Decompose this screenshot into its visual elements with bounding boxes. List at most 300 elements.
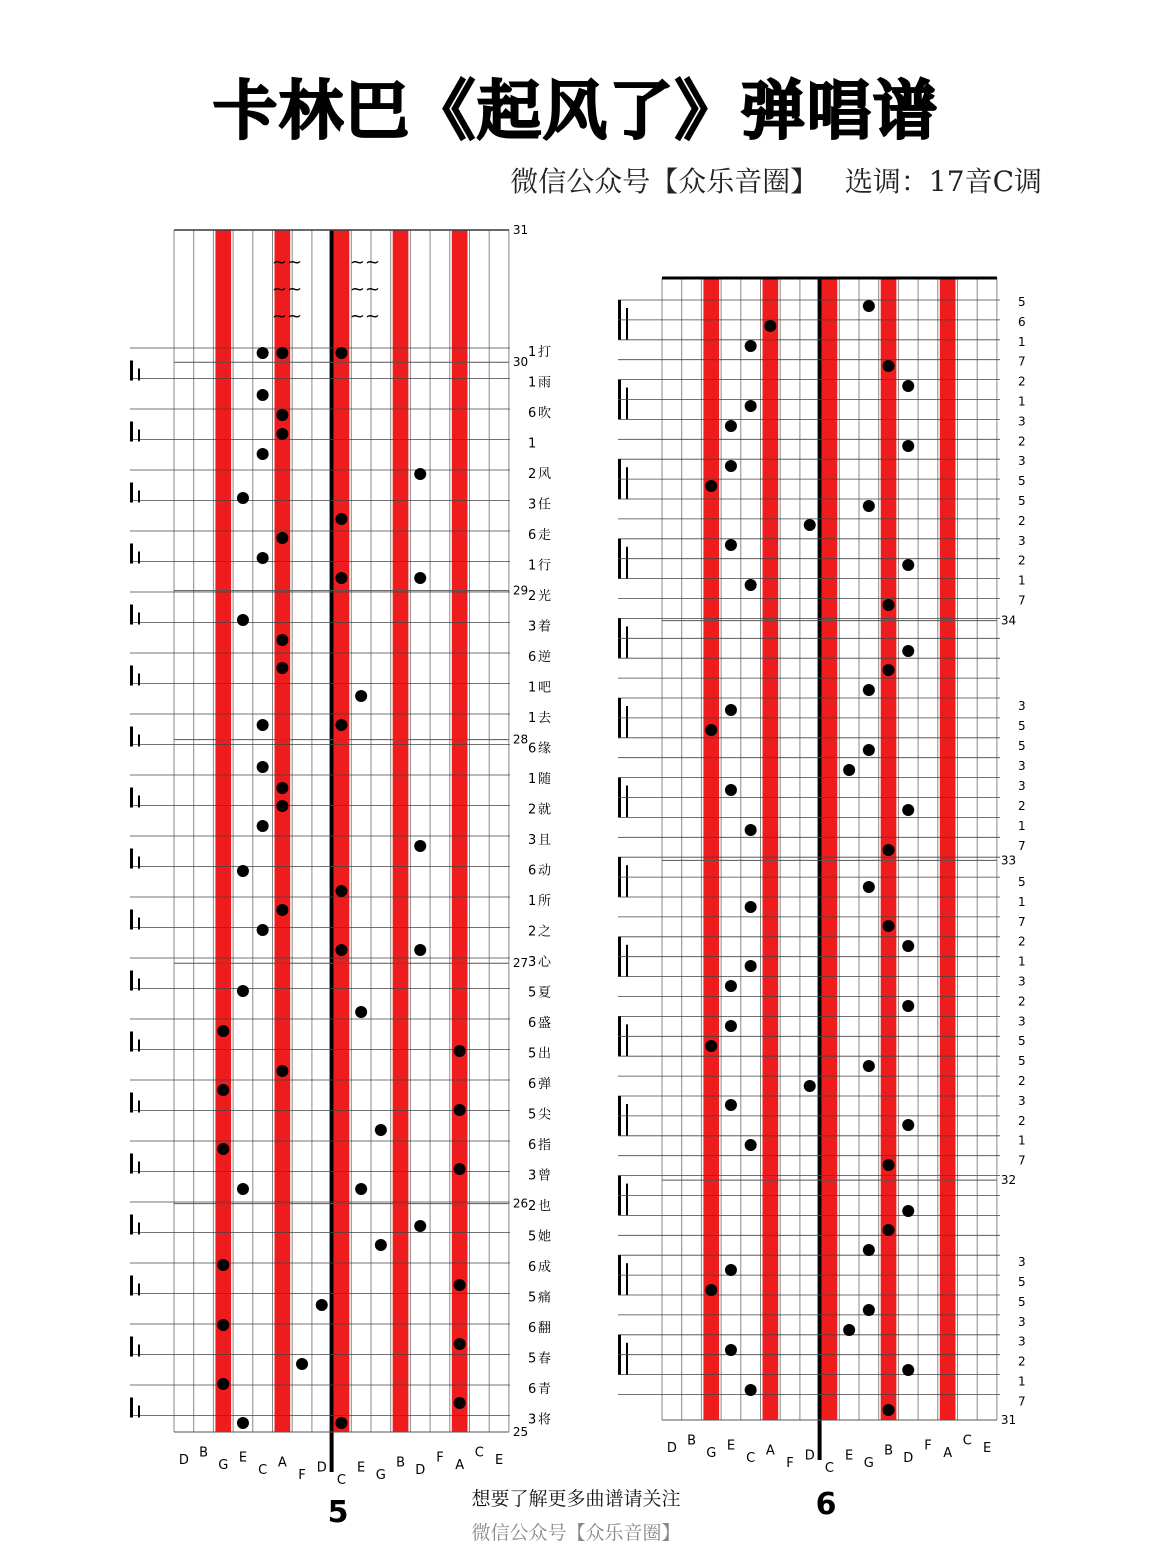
left-rhythm-stem (138, 369, 140, 381)
right-number: 7 (1018, 593, 1026, 608)
left-tremolo-mark: ~~ (349, 252, 381, 273)
right-red-tine (940, 278, 956, 1420)
right-note-dot (902, 440, 914, 452)
right-note-dot (725, 539, 737, 551)
right-number: 5 (1018, 494, 1026, 508)
left-lyric-char: 她 (538, 1229, 552, 1245)
left-lyric-char: 行 (538, 558, 552, 574)
right-note-dot (863, 1244, 875, 1256)
left-lyric-char: 也 (538, 1199, 552, 1214)
left-note-dot (276, 347, 288, 359)
left-note-dot (414, 944, 426, 956)
right-number: 1 (1018, 394, 1026, 409)
left-note-dot (335, 572, 347, 584)
left-lyric-number: 6 (528, 741, 537, 757)
right-number: 3 (1018, 1334, 1026, 1349)
left-lyric-char: 将 (538, 1412, 552, 1428)
left-rhythm-stem (130, 1032, 133, 1052)
left-rhythm-stem (130, 1093, 133, 1113)
left-lyric-char: 去 (538, 711, 552, 726)
right-note-dot (883, 1224, 895, 1236)
left-note-dot (454, 1338, 466, 1350)
left-lyric-number: 1 (528, 772, 537, 787)
left-lyric-number: 3 (528, 955, 537, 970)
right-number: 2 (1018, 1113, 1026, 1128)
right-number: 2 (1018, 1074, 1026, 1088)
left-lyric-number: 3 (528, 619, 537, 635)
right-key-label: G (706, 1446, 717, 1461)
right-number: 3 (1018, 1093, 1026, 1108)
left-note-dot (375, 1124, 387, 1136)
right-note-dot (725, 420, 737, 432)
left-tremolo-mark: ~~ (349, 279, 381, 300)
right-number: 1 (1018, 894, 1026, 909)
left-lyric-char: 任 (538, 497, 552, 513)
left-lyric-char: 夏 (538, 985, 552, 1001)
right-note-dot (725, 784, 737, 796)
right-number: 1 (1018, 819, 1026, 833)
right-key-label: F (786, 1456, 794, 1471)
left-key-label: G (375, 1468, 386, 1483)
right-key-label: E (845, 1448, 854, 1464)
left-key-label: E (238, 1450, 248, 1466)
right-key-label: D (903, 1451, 914, 1466)
left-red-tine (452, 230, 468, 1432)
right-rhythm-stem (626, 1104, 628, 1136)
right-note-dot (745, 1139, 757, 1151)
left-key-label: C (336, 1473, 346, 1488)
left-key-label: A (277, 1455, 287, 1471)
right-center-line (818, 278, 822, 1460)
right-number: 7 (1018, 914, 1026, 929)
left-lyric-char: 吧 (538, 680, 552, 696)
right-note-dot (764, 320, 776, 332)
left-key-label: C (474, 1445, 484, 1461)
right-note-dot (705, 1284, 717, 1296)
page-title: 卡林巴《起风了》弹唱谱 (213, 75, 939, 149)
left-red-tine (215, 230, 231, 1432)
left-note-dot (237, 985, 249, 997)
left-note-dot (355, 1006, 367, 1018)
left-note-dot (296, 1358, 308, 1370)
left-lyric-number: 5 (528, 985, 537, 1001)
right-note-dot (902, 804, 914, 816)
left-rhythm-stem (138, 552, 140, 564)
right-note-dot (745, 1384, 757, 1396)
left-note-dot (335, 719, 347, 731)
left-tremolo-mark: ~~ (271, 252, 303, 273)
right-key-label: E (726, 1438, 736, 1454)
left-lyric-number: 1 (528, 680, 537, 696)
left-lyric-char: 打 (538, 345, 552, 360)
left-note-dot (257, 347, 269, 359)
right-number: 5 (1018, 474, 1026, 489)
right-key-label: D (804, 1448, 815, 1464)
right-key-label: F (924, 1438, 932, 1454)
right-note-dot (883, 1159, 895, 1171)
left-note-dot (316, 1299, 328, 1311)
left-rhythm-stem (138, 1101, 140, 1113)
left-key-label: B (199, 1445, 209, 1461)
right-note-dot (745, 824, 757, 836)
right-note-dot (705, 480, 717, 492)
left-lyric-char: 弹 (538, 1077, 552, 1092)
left-rhythm-stem (130, 1337, 133, 1357)
left-lyric-char: 盛 (538, 1016, 552, 1031)
left-rhythm-stem (138, 918, 140, 930)
left-lyric-char: 且 (538, 833, 552, 848)
left-lyric-number: 6 (528, 650, 537, 665)
left-lyric-number: 3 (528, 1168, 537, 1184)
left-lyric-char: 心 (538, 955, 552, 970)
footer-line-1: 想要了解更多曲谱请关注 (471, 1488, 681, 1510)
right-rhythm-stem (626, 467, 628, 499)
left-measure-number: 30 (512, 355, 529, 370)
right-number: 5 (1018, 295, 1026, 309)
left-note-dot (414, 840, 426, 852)
left-rhythm-stem (130, 422, 133, 442)
right-note-dot (863, 744, 875, 756)
right-note-dot (725, 704, 737, 716)
left-lyric-number: 6 (528, 1138, 537, 1153)
left-note-dot (454, 1045, 466, 1057)
right-note-dot (883, 1404, 895, 1416)
left-tremolo-mark: ~~ (271, 279, 303, 300)
left-measure-number: 26 (512, 1196, 529, 1211)
left-lyric-number: 3 (528, 497, 537, 513)
left-lyric-char: 就 (538, 802, 552, 818)
left-rhythm-stem (130, 849, 133, 869)
left-key-label: F (298, 1468, 306, 1483)
left-tremolo-mark: ~~ (349, 306, 381, 327)
left-note-dot (335, 885, 347, 897)
right-rhythm-stem (626, 786, 628, 818)
right-note-dot (725, 1099, 737, 1111)
left-rhythm-stem (130, 1276, 133, 1296)
right-note-dot (902, 1119, 914, 1131)
right-note-dot (902, 380, 914, 392)
left-note-dot (257, 448, 269, 460)
left-note-dot (276, 800, 288, 812)
left-note-dot (217, 1319, 229, 1331)
left-rhythm-stem (130, 544, 133, 564)
left-note-dot (257, 719, 269, 731)
left-lyric-char: 风 (538, 467, 552, 482)
right-note-dot (745, 400, 757, 412)
left-lyric-number: 2 (528, 1199, 537, 1214)
right-number: 3 (1018, 699, 1026, 713)
right-rhythm-stem (626, 1263, 628, 1295)
left-note-dot (335, 1417, 347, 1429)
right-number: 5 (1018, 1275, 1026, 1289)
left-lyric-number: 3 (528, 1412, 537, 1428)
left-key-label: D (415, 1463, 426, 1478)
left-rhythm-stem (130, 910, 133, 930)
left-lyric-char: 出 (538, 1046, 552, 1062)
right-note-dot (725, 1344, 737, 1356)
right-number: 2 (1018, 434, 1026, 449)
left-lyric-char: 所 (538, 894, 552, 909)
right-measure-number: 31 (1000, 1413, 1017, 1427)
left-note-dot (217, 1143, 229, 1155)
left-lyric-char: 青 (538, 1382, 552, 1397)
left-lyric-number: 1 (528, 436, 537, 452)
right-number: 3 (1018, 779, 1026, 793)
right-note-dot (843, 1324, 855, 1336)
left-key-label: E (357, 1460, 366, 1476)
left-note-dot (454, 1163, 466, 1175)
left-center-line (330, 230, 334, 1472)
left-lyric-char: 逆 (538, 650, 552, 665)
left-rhythm-stem (138, 1406, 140, 1418)
right-note-dot (863, 684, 875, 696)
left-lyric-char: 痛 (538, 1290, 552, 1306)
left-lyric-char: 吹 (538, 406, 552, 421)
right-number: 7 (1018, 839, 1026, 853)
right-number: 7 (1018, 1394, 1026, 1409)
right-note-dot (745, 579, 757, 591)
left-lyric-number: 5 (528, 1290, 537, 1306)
right-red-tine (822, 278, 838, 1420)
left-lyric-char: 动 (538, 863, 552, 879)
left-note-dot (335, 944, 347, 956)
left-note-dot (237, 614, 249, 626)
left-lyric-number: 6 (528, 1260, 537, 1275)
right-number: 2 (1018, 513, 1026, 528)
right-number: 3 (1018, 1314, 1026, 1329)
right-note-dot (902, 1364, 914, 1376)
right-number: 5 (1018, 875, 1026, 889)
left-rhythm-stem (138, 430, 140, 442)
left-lyric-number: 2 (528, 467, 537, 482)
right-rhythm-stem (626, 706, 628, 738)
right-number: 3 (1018, 1255, 1026, 1270)
right-note-dot (883, 844, 895, 856)
left-lyric-number: 6 (528, 528, 537, 543)
left-lyric-char: 之 (538, 924, 552, 940)
left-key-label: E (494, 1453, 504, 1468)
left-lyric-number: 6 (528, 1016, 537, 1031)
right-key-label: B (884, 1443, 894, 1459)
right-note-dot (725, 980, 737, 992)
left-red-tine (393, 230, 409, 1432)
left-note-dot (335, 347, 347, 359)
right-note-dot (902, 940, 914, 952)
footer-line-2: 微信公众号【众乐音圈】 (471, 1522, 681, 1544)
left-note-dot (276, 782, 288, 794)
left-measure-number: 29 (512, 583, 529, 598)
right-note-dot (902, 1205, 914, 1217)
right-note-dot (725, 1264, 737, 1276)
right-note-dot (902, 645, 914, 657)
right-note-dot (725, 1020, 737, 1032)
left-note-dot (257, 389, 269, 401)
right-note-dot (843, 764, 855, 776)
right-red-tine (763, 278, 779, 1420)
left-lyric-number: 6 (528, 1077, 537, 1092)
right-note-dot (705, 1040, 717, 1052)
left-lyric-number: 1 (528, 345, 537, 360)
left-lyric-number: 1 (528, 375, 537, 391)
right-rhythm-stem (626, 308, 628, 340)
left-lyric-char: 光 (538, 589, 552, 604)
right-rhythm-stem (626, 547, 628, 579)
right-number: 3 (1018, 974, 1026, 989)
left-tremolo-mark: ~~ (271, 306, 303, 327)
left-rhythm-stem (138, 1162, 140, 1174)
left-lyric-number: 6 (528, 863, 537, 879)
left-lyric-number: 3 (528, 833, 537, 848)
right-number: 5 (1018, 739, 1026, 753)
right-number: 5 (1018, 719, 1026, 733)
right-number: 6 (1018, 314, 1026, 329)
right-number: 3 (1018, 454, 1026, 469)
left-lyric-char: 走 (538, 528, 552, 543)
left-lyric-char: 曾 (538, 1168, 552, 1184)
left-key-label: F (436, 1450, 444, 1466)
right-note-dot (902, 1000, 914, 1012)
left-rhythm-stem (130, 483, 133, 503)
left-measure-number: 31 (512, 223, 529, 237)
right-note-dot (883, 360, 895, 372)
left-note-dot (454, 1397, 466, 1409)
right-number: 3 (1018, 1014, 1026, 1029)
right-note-dot (863, 1304, 875, 1316)
right-note-dot (902, 559, 914, 571)
left-red-tine (334, 230, 350, 1432)
right-note-dot (863, 300, 875, 312)
right-rhythm-stem (626, 945, 628, 977)
left-rhythm-stem (130, 971, 133, 991)
left-note-dot (276, 1065, 288, 1077)
left-lyric-char: 尖 (538, 1107, 552, 1123)
right-number: 5 (1018, 1034, 1026, 1049)
left-note-dot (276, 409, 288, 421)
left-note-dot (454, 1279, 466, 1291)
right-note-dot (725, 460, 737, 472)
right-number: 2 (1018, 1354, 1026, 1369)
right-number: 7 (1018, 354, 1026, 369)
left-note-dot (237, 492, 249, 504)
left-lyric-number: 5 (528, 1046, 537, 1062)
right-number: 2 (1018, 934, 1026, 949)
left-measure-number: 27 (512, 956, 529, 971)
right-key-label: E (982, 1441, 992, 1456)
left-lyric-char: 成 (538, 1260, 552, 1275)
right-rhythm-stem (626, 1024, 628, 1056)
right-note-dot (883, 920, 895, 932)
left-note-dot (276, 532, 288, 544)
left-key-label: B (396, 1455, 406, 1471)
right-note-dot (804, 519, 816, 531)
right-rhythm-stem (626, 626, 628, 658)
right-note-dot (745, 340, 757, 352)
left-lyric-char: 雨 (538, 375, 552, 391)
left-rhythm-stem (138, 1040, 140, 1052)
right-number: 5 (1018, 1294, 1026, 1309)
left-lyric-number: 1 (528, 894, 537, 909)
left-measure-number: 28 (512, 732, 529, 747)
left-note-dot (217, 1259, 229, 1271)
subtitle: 微信公众号【众乐音圈】 选调：17音C调 (510, 165, 1042, 198)
right-number: 1 (1018, 573, 1026, 588)
left-key-label: G (218, 1458, 229, 1473)
left-note-dot (257, 761, 269, 773)
left-note-dot (414, 1220, 426, 1232)
left-lyric-number: 6 (528, 1382, 537, 1397)
right-page-number: 6 (815, 1487, 837, 1522)
right-rhythm-stem (626, 1184, 628, 1216)
left-lyric-number: 6 (528, 406, 537, 421)
left-rhythm-stem (130, 1154, 133, 1174)
left-measure-number: 25 (512, 1425, 529, 1439)
left-key-label: D (316, 1460, 327, 1476)
left-note-dot (237, 1183, 249, 1195)
right-key-label: G (863, 1456, 874, 1471)
right-number: 2 (1018, 374, 1026, 389)
right-note-dot (804, 1080, 816, 1092)
left-lyric-number: 1 (528, 558, 537, 574)
left-note-dot (355, 1183, 367, 1195)
left-lyric-number: 2 (528, 589, 537, 604)
left-note-dot (217, 1084, 229, 1096)
left-note-dot (237, 865, 249, 877)
right-note-dot (883, 664, 895, 676)
right-number: 1 (1018, 1374, 1026, 1389)
left-rhythm-stem (138, 1284, 140, 1296)
right-measure-number: 34 (1000, 613, 1017, 628)
left-note-dot (257, 924, 269, 936)
left-rhythm-stem (138, 1223, 140, 1235)
left-rhythm-stem (130, 727, 133, 747)
right-red-tine (703, 278, 719, 1420)
left-key-label: D (178, 1453, 189, 1468)
right-note-dot (863, 1060, 875, 1072)
left-note-dot (217, 1025, 229, 1037)
left-rhythm-stem (138, 857, 140, 869)
left-lyric-char: 翻 (538, 1321, 552, 1336)
left-note-dot (276, 634, 288, 646)
right-number: 5 (1018, 1054, 1026, 1069)
left-lyric-char: 缘 (538, 741, 552, 757)
right-note-dot (745, 901, 757, 913)
right-key-label: C (962, 1433, 972, 1449)
left-rhythm-stem (130, 361, 133, 381)
left-lyric-char: 指 (538, 1138, 552, 1153)
left-lyric-number: 2 (528, 802, 537, 818)
left-note-dot (414, 468, 426, 480)
right-note-dot (883, 599, 895, 611)
left-note-dot (276, 662, 288, 674)
right-number: 1 (1018, 334, 1026, 349)
right-rhythm-stem (626, 1343, 628, 1375)
left-rhythm-stem (130, 1398, 133, 1418)
left-note-dot (257, 552, 269, 564)
right-number: 7 (1018, 1153, 1026, 1168)
right-key-label: C (746, 1451, 756, 1466)
right-key-label: B (687, 1433, 697, 1449)
right-rhythm-stem (626, 388, 628, 420)
left-rhythm-stem (138, 674, 140, 686)
left-note-dot (454, 1104, 466, 1116)
left-lyric-number: 2 (528, 924, 537, 940)
right-key-label: D (666, 1441, 677, 1456)
right-rhythm-stem (626, 865, 628, 897)
left-note-dot (276, 904, 288, 916)
left-rhythm-stem (138, 796, 140, 808)
right-number: 3 (1018, 414, 1026, 429)
right-number: 3 (1018, 533, 1026, 548)
